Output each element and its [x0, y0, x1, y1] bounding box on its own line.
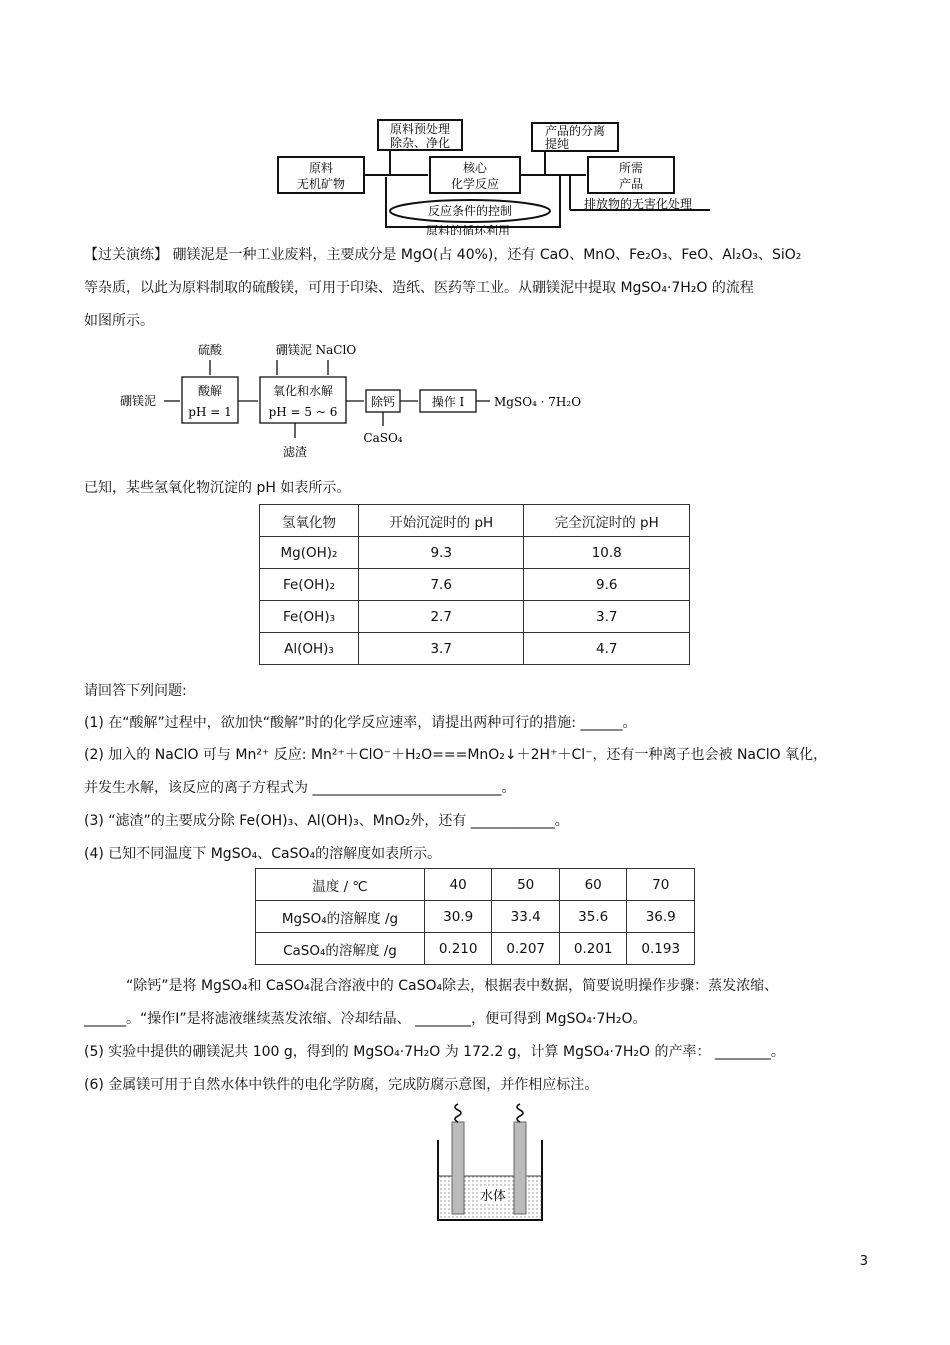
table-cell: 7.6: [358, 569, 524, 601]
core-label-2: 化学反应: [450, 177, 500, 191]
table-cell: 0.193: [627, 933, 695, 965]
hydroxide-ph-table: [259, 504, 690, 665]
question-2a: (2) 加入的 NaClO 可与 Mn²⁺ 反应: Mn²⁺＋ClO⁻＋H₂O===MnO₂↓＋2H⁺＋Cl⁻，还有一种离子也会被 NaClO 氧化，: [84, 747, 828, 763]
table-cell: Mg(OH)₂: [260, 537, 359, 569]
table-cell: 4.7: [524, 633, 690, 665]
question-2b: 并发生水解，该反应的离子方程式为 ___________________________。: [84, 780, 516, 796]
product-label-1: 所需: [618, 161, 644, 175]
raw-label-2: 无机矿物: [296, 177, 346, 191]
pre-label-1: 原料预处理: [389, 122, 451, 136]
solubility-table: [255, 868, 695, 965]
intro-line-2: 等杂质，以此为原料制取的硫酸镁，可用于印染、造纸、医药等工业。从硼镁泥中提取 MgSO₄·7H₂O 的流程: [84, 280, 754, 296]
table-row: [256, 869, 695, 901]
table-cell: MgSO₄的溶解度 /g: [256, 901, 425, 933]
box2-ph: pH = 5 ~ 6: [268, 405, 338, 419]
box1-ph: pH = 1: [188, 405, 232, 419]
table-row: [260, 633, 690, 665]
table-header: 温度 / ℃: [256, 869, 425, 901]
table-header: 氢氧化物: [260, 505, 359, 537]
table-cell: Al(OH)₃: [260, 633, 359, 665]
product-formula: MgSO₄ · 7H₂O: [494, 395, 582, 409]
waste-label: 排放物的无害化处理: [583, 197, 693, 211]
control-label: 反应条件的控制: [427, 204, 513, 218]
table-header: 50: [492, 869, 560, 901]
water-label: 水体: [479, 1189, 507, 1204]
table-cell: 0.207: [492, 933, 560, 965]
process-flow-diagram: [120, 340, 620, 465]
box2-title: 氧化和水解: [272, 384, 334, 398]
sep-label-1: 产品的分离: [544, 124, 606, 138]
table-header: 开始沉淀时的 pH: [358, 505, 524, 537]
table-cell: Fe(OH)₃: [260, 601, 359, 633]
table-header: 70: [627, 869, 695, 901]
table-cell: 3.7: [524, 601, 690, 633]
beaker-diagram: [432, 1100, 548, 1228]
core-label-1: 核心: [462, 161, 488, 175]
box4-label: 操作 Ⅰ: [431, 395, 465, 409]
question-4c: ______。“操作Ⅰ”是将滤液继续蒸发浓缩、冷却结晶、 ________，便可得到 MgSO₄·7H₂O。: [84, 1011, 647, 1027]
table-header: 60: [559, 869, 627, 901]
box3-label: 除钙: [370, 395, 396, 409]
table-cell: 33.4: [492, 901, 560, 933]
table-cell: 2.7: [358, 601, 524, 633]
table-cell: 30.9: [424, 901, 492, 933]
sep-label-2: 提纯: [544, 137, 570, 151]
question-5: (5) 实验中提供的硼镁泥共 100 g，得到的 MgSO₄·7H₂O 为 172.2 g，计算 MgSO₄·7H₂O 的产率： ________。: [84, 1044, 785, 1060]
table-cell: 9.6: [524, 569, 690, 601]
table-header: 完全沉淀时的 pH: [524, 505, 690, 537]
table-cell: 0.201: [559, 933, 627, 965]
table-cell: 3.7: [358, 633, 524, 665]
intro-line-1: 【过关演练】 硼镁泥是一种工业废料，主要成分是 MgO(占 40%)，还有 CaO、MnO、Fe₂O₃、FeO、Al₂O₃、SiO₂: [84, 247, 802, 263]
question-1: (1) 在“酸解”过程中，欲加快“酸解”时的化学反应速率，请提出两种可行的措施: ______。: [84, 715, 637, 731]
table-row: [260, 537, 690, 569]
table-row: [260, 505, 690, 537]
pre-label-2: 除杂、净化: [389, 136, 451, 150]
table-cell: Fe(OH)₂: [260, 569, 359, 601]
known-line: 已知，某些氢氧化物沉淀的 pH 如表所示。: [84, 480, 351, 496]
table-cell: CaSO₄的溶解度 /g: [256, 933, 425, 965]
table-cell: 36.9: [627, 901, 695, 933]
question-6: (6) 金属镁可用于自然水体中铁件的电化学防腐，完成防腐示意图，并作相应标注。: [84, 1077, 599, 1093]
input-label: 硼镁泥: [120, 394, 157, 408]
page-number: 3: [859, 1254, 868, 1269]
recycle-label: 原料的循环利用: [425, 224, 511, 235]
general-flow-diagram: [270, 115, 710, 235]
question-4b: “除钙”是将 MgSO₄和 CaSO₄混合溶液中的 CaSO₄除去，根据表中数据，简要说明操作步骤：蒸发浓缩、: [126, 978, 779, 994]
table-cell: 10.8: [524, 537, 690, 569]
residue-label: 滤渣: [282, 445, 308, 459]
table-row: [256, 933, 695, 965]
intro-line-3: 如图所示。: [84, 313, 154, 329]
reagents-label: 硼镁泥 NaClO: [275, 343, 357, 357]
caso4-label: CaSO₄: [363, 431, 403, 445]
question-3: (3) “滤渣”的主要成分除 Fe(OH)₃、Al(OH)₃、MnO₂外，还有 ____________。: [84, 813, 569, 829]
table-row: [260, 569, 690, 601]
raw-label-1: 原料: [308, 161, 334, 175]
table-cell: 9.3: [358, 537, 524, 569]
box1-title: 酸解: [197, 384, 223, 398]
question-4: (4) 已知不同温度下 MgSO₄、CaSO₄的溶解度如表所示。: [84, 846, 442, 862]
questions-intro: 请回答下列问题:: [84, 683, 187, 699]
table-cell: 0.210: [424, 933, 492, 965]
table-header: 40: [424, 869, 492, 901]
acid-label: 硫酸: [197, 343, 223, 357]
table-row: [260, 601, 690, 633]
table-cell: 35.6: [559, 901, 627, 933]
product-label-2: 产品: [618, 177, 644, 191]
table-row: [256, 901, 695, 933]
